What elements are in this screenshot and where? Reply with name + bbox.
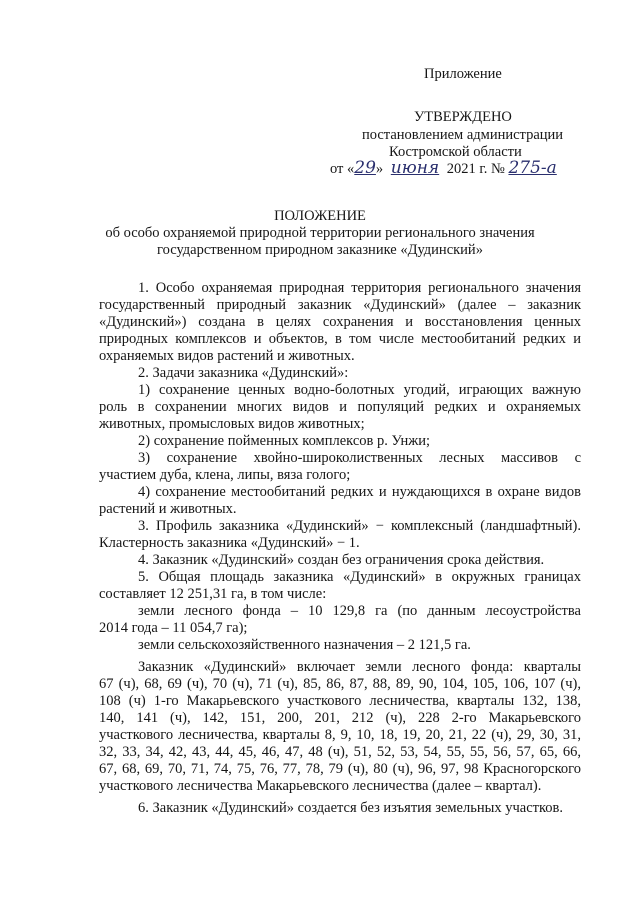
body-line: 32, 33, 34, 42, 43, 44, 45, 46, 47, 48 (ч), 51, 52, 53, 54, 55, 55, 56, 57, 65, 66, [99, 744, 581, 760]
body-line: 67, 68, 69, 70, 71, 74, 75, 76, 77, 78, 79 (ч), 80 (ч), 96, 97, 98 Красногорского [99, 761, 581, 777]
body-line: составляет 12 251,31 га, в том числе: [99, 586, 327, 602]
date-prefix: от « [330, 161, 355, 177]
document-title: ПОЛОЖЕНИЕ [274, 208, 366, 224]
body-line: роль в сохранении многих видов и популяций редких и охраняемых [99, 399, 581, 415]
body-line: 3) сохранение хвойно-широколиственных лесных массивов с [138, 450, 581, 466]
handwritten-day: 29 [354, 158, 376, 178]
approved-label: УТВЕРЖДЕНО [414, 109, 512, 125]
region-line: Костромской области [389, 144, 522, 160]
handwritten-number: 275-а [508, 158, 557, 178]
body-line: 2014 года – 11 054,7 га); [99, 620, 248, 636]
body-line: охраняемых видов растений и животных. [99, 348, 355, 364]
body-line: 1. Особо охраняемая природная территория регионального значения [138, 280, 581, 296]
body-line: Кластерность заказника «Дудинский» − 1. [99, 535, 360, 551]
decree-line: постановлением администрации [362, 127, 564, 143]
date-year: 2021 г. № [446, 161, 505, 177]
body-line: животных, промысловых видов животных; [99, 416, 365, 432]
body-line: 3. Профиль заказника «Дудинский» − комплексный (ландшафтный). [138, 518, 581, 534]
body-line: природных комплексов и объектов, в том числе местообитаний редких и [99, 331, 581, 347]
date-quote-close: » [375, 161, 384, 177]
body-line: государственный природный заказник «Дудинский» (далее – заказник [99, 297, 581, 313]
body-line: «Дудинский») создана в целях сохранения и восстановления ценных [99, 314, 581, 330]
appendix-label: Приложение [424, 66, 502, 82]
body-line: участием дуба, клена, липы, вяза голого; [99, 467, 351, 483]
body-line: участкового лесничества Макарьевского лесничества (далее – квартал). [99, 778, 542, 794]
body-line: 1) сохранение ценных водно-болотных угодий, играющих важную [138, 382, 581, 398]
document-subtitle-1: об особо охраняемой природной территории регионального значения [105, 225, 535, 241]
body-line: 108 (ч) 1-го Макарьевского участкового лесничества, кварталы 132, 138, [99, 693, 581, 709]
date-line [330, 158, 557, 179]
handwritten-month: июня [390, 158, 440, 178]
body-line: 2. Задачи заказника «Дудинский»: [138, 365, 349, 381]
body-line: 4) сохранение местообитаний редких и нуждающихся в охране видов [138, 484, 581, 500]
document-subtitle-2: государственном природном заказнике «Дудинский» [157, 242, 483, 258]
body-line: 67 (ч), 68, 69 (ч), 70 (ч), 71 (ч), 85, 86, 87, 88, 89, 90, 104, 105, 106, 107 (ч), [99, 676, 581, 692]
body-line: 140, 141 (ч), 142, 151, 200, 201, 212 (ч), 228 2-го Макарьевского [99, 710, 581, 726]
body-line: 5. Общая площадь заказника «Дудинский» в окружных границах [138, 569, 581, 585]
body-line: Заказник «Дудинский» включает земли лесного фонда: кварталы [138, 659, 581, 675]
body-line: 4. Заказник «Дудинский» создан без ограничения срока действия. [138, 552, 545, 568]
body-line: 6. Заказник «Дудинский» создается без изъятия земельных участков. [138, 800, 564, 816]
body-line: 2) сохранение пойменных комплексов р. Унжи; [138, 433, 431, 449]
body-line: земли лесного фонда – 10 129,8 га (по данным лесоустройства [138, 603, 581, 619]
body-line: участкового лесничества, кварталы 8, 9, 10, 18, 19, 20, 21, 22 (ч), 29, 30, 31, [99, 727, 581, 743]
body-line: растений и животных. [99, 501, 237, 517]
body-line: земли сельскохозяйственного назначения – 2 121,5 га. [138, 637, 471, 653]
